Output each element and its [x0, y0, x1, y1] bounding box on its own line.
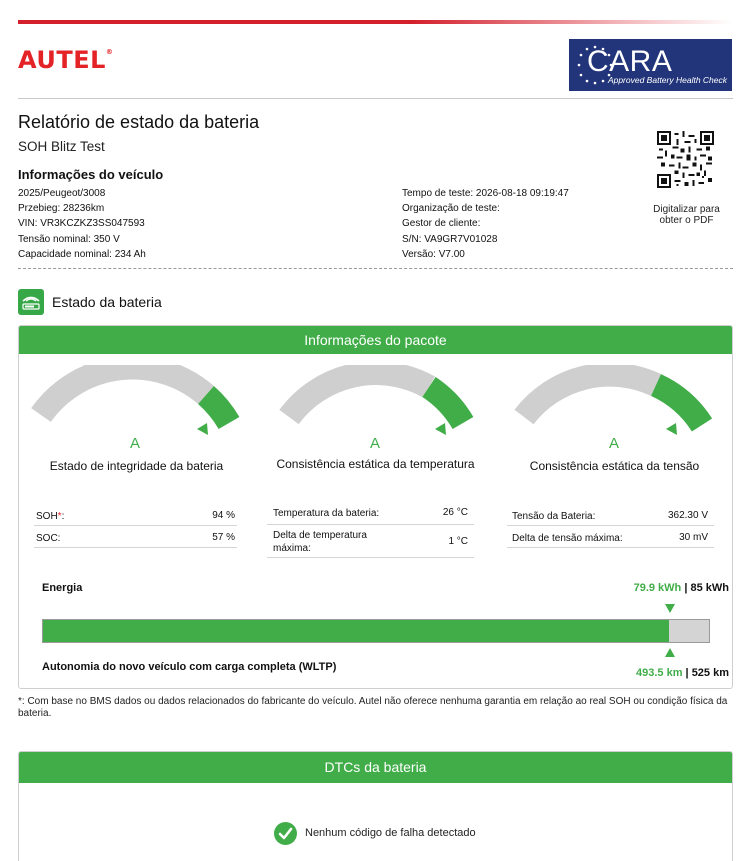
table-row: SOH*: 94 %: [34, 505, 237, 526]
vehicle-vin: VIN: VR3KCZKZ3SS047593: [18, 218, 145, 230]
cara-wordmark: CARA: [587, 45, 673, 78]
report-title: Relatório de estado da bateria: [18, 112, 260, 132]
table-row: Delta de temperatura máxima: 1 °C: [267, 525, 474, 558]
voltage-table: [507, 505, 714, 548]
cara-logo: [569, 39, 732, 91]
test-organization: Organização de teste:: [402, 203, 500, 215]
energy-value: 79.9 kWh | 85 kWh: [633, 582, 729, 594]
autel-logo: AUTEL®: [18, 46, 114, 74]
report-subtitle: SOH Blitz Test: [18, 139, 105, 154]
energy-bar-fill: [43, 620, 669, 642]
battery-status-heading: Estado da bateria: [52, 294, 162, 310]
gauge-temperature-label: Consistência estática da temperatura: [276, 457, 475, 471]
section-divider: [18, 268, 733, 269]
gauge-health-grade: A: [130, 435, 141, 452]
energy-marker-icon: [665, 604, 675, 613]
software-version: Versão: V7.00: [402, 248, 465, 260]
vehicle-info: [18, 186, 146, 262]
test-time: Tempo de teste: 2026-08-18 09:19:47: [402, 188, 569, 199]
serial-number: S/N: VA9GR7V01028: [402, 233, 498, 245]
battery-icon: [18, 289, 44, 315]
disclaimer-footnote: *: Com base no BMS dados ou dados relacionados do fabricante do veículo. Autel não oferece nenhuma garantia em relação ao real SOH ou condição física da bateria.: [18, 696, 728, 719]
range-value: 493.5 km | 525 km: [636, 667, 729, 679]
soh-table: [34, 505, 237, 548]
vehicle-mileage: Przebieg: 28236km: [18, 203, 105, 215]
gauge-voltage-label: Consistência estática da tensão: [529, 459, 700, 473]
pack-info-bar: Informações do pacote: [19, 326, 732, 354]
nominal-capacity: Capacidade nominal: 234 Ah: [18, 248, 146, 260]
header-accent-line: [18, 20, 733, 24]
customer-manager: Gestor de cliente:: [402, 218, 481, 230]
temperature-table: [267, 503, 474, 558]
header-divider: [18, 98, 733, 99]
range-label: Autonomia do novo veículo com carga completa (WLTP): [42, 661, 337, 673]
table-row: Tensão da Bateria: 362.30 V: [507, 505, 714, 526]
range-marker-icon: [665, 648, 675, 657]
table-row: Temperatura da bateria: 26 °C: [267, 503, 474, 525]
table-row: Delta de tensão máxima: 30 mV: [507, 526, 714, 548]
gauge-health-label: Estado de integridade da bateria: [49, 459, 224, 473]
qr-caption: Digitalizar para obter o PDF: [653, 204, 720, 226]
dtc-bar: DTCs da bateria: [19, 752, 732, 783]
vehicle-model: 2025/Peugeot/3008: [18, 188, 106, 199]
dtc-panel: [18, 751, 733, 861]
table-row: SOC: 57 %: [34, 526, 237, 548]
dtc-status: Nenhum código de falha detectado: [305, 827, 476, 839]
gauge-voltage-grade: A: [609, 435, 620, 452]
cara-tagline: Approved Battery Health Check: [607, 75, 727, 85]
qr-code[interactable]: [657, 131, 714, 188]
vehicle-info-heading: Informações do veículo: [18, 167, 164, 182]
test-info: [402, 186, 569, 262]
nominal-voltage: Tensão nominal: 350 V: [18, 233, 120, 245]
gauge-temperature-grade: A: [370, 435, 381, 452]
energy-bar: [42, 619, 710, 643]
check-icon: [274, 822, 297, 845]
energy-label: Energia: [42, 582, 83, 594]
